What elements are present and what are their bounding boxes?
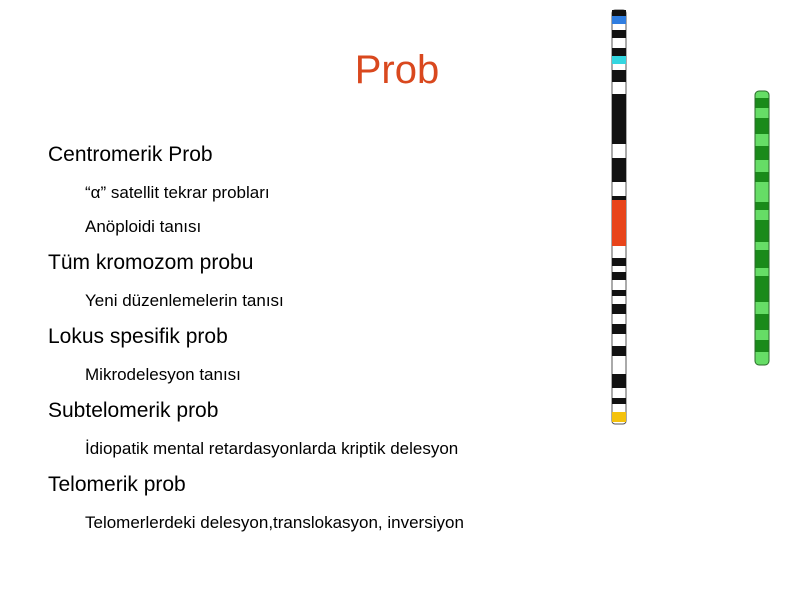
- heading-lokus-spesifik: Lokus spesifik prob: [48, 325, 228, 348]
- heading-centromerik-prob: Centromerik Prob: [48, 143, 213, 166]
- sub-yeni-duzenlemeler: Yeni düzenlemelerin tanısı: [85, 291, 284, 310]
- slide-title: Prob: [354, 48, 440, 92]
- bullet-list: [48, 140, 588, 544]
- chromosome-ideogram-banded: [608, 8, 632, 428]
- chromosome-ideogram-green: [752, 90, 774, 366]
- sub-kriptik-delesyon: İdiopatik mental retardasyonlarda kriptik delesyon: [85, 439, 459, 458]
- heading-telomerik: Telomerik prob: [48, 473, 186, 496]
- heading-subtelomerik: Subtelomerik prob: [48, 399, 219, 422]
- sub-mikrodelesyon: Mikrodelesyon tanısı: [85, 365, 241, 384]
- sub-telomer-delesyon: Telomerlerdeki delesyon,translokasyon, inversiyon: [85, 513, 464, 532]
- heading-tum-kromozom: Tüm kromozom probu: [48, 251, 254, 274]
- sub-anoploidi: Anöploidi tanısı: [85, 217, 202, 236]
- sub-alpha-satellit: “α” satellit tekrar probları: [85, 183, 270, 202]
